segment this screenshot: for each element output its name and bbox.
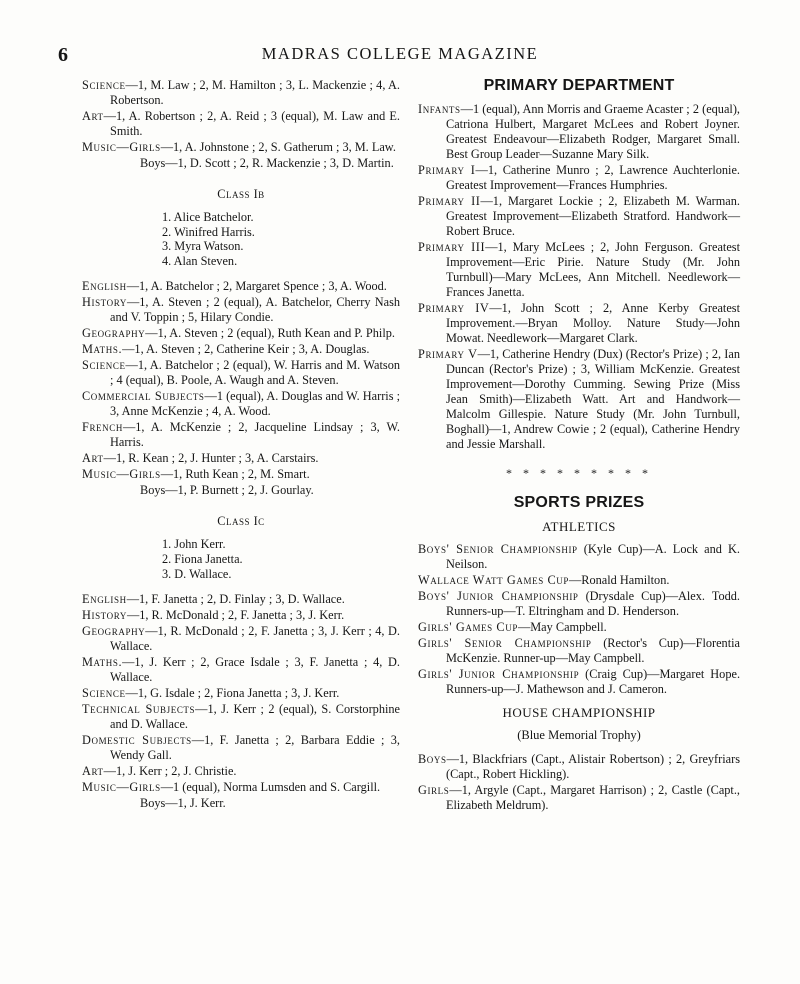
- entry-text: —1, Argyle (Capt., Margaret Harrison) ; 2, Castle (Capt., Elizabeth Meldrum).: [446, 783, 740, 812]
- house-trophy-name: (Blue Memorial Trophy): [517, 728, 641, 742]
- entry-label: History: [82, 608, 127, 623]
- entry-text: (Kyle Cup)—A. Lock and K. Neilson.: [446, 542, 740, 571]
- entry-text: —1, R. Kean ; 2, J. Hunter ; 3, A. Carstairs.: [103, 451, 319, 466]
- entry-text: Boys—1, D. Scott ; 2, R. Mackenzie ; 3, D. Martin.: [140, 156, 394, 170]
- prize-entry: [418, 347, 740, 452]
- prize-entry: [82, 608, 400, 623]
- class-heading: Class Ib: [217, 187, 265, 201]
- entry-text: —1, A. Johnstone ; 2, S. Gatherum ; 3, M. Law.: [160, 140, 396, 154]
- entry-text: —1 (equal), Norma Lumsden and S. Cargill.: [160, 780, 381, 795]
- roster-item: 1. Alice Batchelor.: [162, 210, 254, 224]
- prize-entry: [82, 686, 400, 701]
- entry-label: Science: [82, 358, 126, 373]
- entry-text: —1, Blackfriars (Capt., Alistair Robertson) ; 2, Greyfriars (Capt., Robert Hickling).: [446, 752, 740, 781]
- entry-label: French: [82, 420, 123, 435]
- entry-text: —1, R. McDonald ; 2, F. Janetta ; 3, J. Kerr ; 4, D. Wallace.: [110, 624, 400, 654]
- prize-entry: [418, 194, 740, 239]
- roster-item: 1. John Kerr.: [162, 537, 226, 552]
- prize-entry: [82, 109, 400, 139]
- entry-text: —1 (equal), Ann Morris and Graeme Acaster ; 2 (equal), Catriona Hulbert, Margaret McLees and Robert Joyner. Greatest Endeavour—Elizabeth Rodger, Margaret Small. Best Group Leader—Suzanne Mary Silk.: [446, 102, 740, 161]
- entry-label: Domestic Subjects: [82, 733, 192, 748]
- entry-label: Science: [82, 686, 126, 701]
- prize-entry: [82, 389, 400, 419]
- entry-text: —1, F. Janetta ; 2, D. Finlay ; 3, D. Wallace.: [126, 592, 345, 607]
- entry-label: Maths.: [82, 342, 123, 357]
- entry-label: Primary V: [418, 347, 478, 361]
- entry-text: —1, Catherine Hendry (Dux) (Rector's Prize) ; 2, Ian Duncan (Rector's Prize) ; 3, William McKenzie. Greatest Improvement—Dorothy Cumming. Sewing Prize (Miss Jean Smith)—Elizabeth Watt. Art and Handwork—Malcolm Gillespie. Nature Study (Mr. John Turnbull, Boghall)—1, Andrew Cowie ; 2 (equal), Catherine Hendry and Jessie Marshall.: [446, 347, 740, 451]
- entry-label: Primary II: [418, 194, 481, 208]
- entry-label: Girls' Games Cup: [418, 620, 518, 634]
- roster-item: 2. Fiona Janetta.: [162, 551, 243, 566]
- entry-text: Boys—1, P. Burnett ; 2, J. Gourlay.: [140, 483, 314, 498]
- entry-label: Infants: [418, 102, 461, 116]
- prize-entry: [418, 667, 740, 697]
- entry-text: —1, F. Janetta ; 2, Barbara Eddie ; 3, Wendy Gall.: [110, 733, 400, 763]
- prize-entry: [82, 358, 400, 388]
- entry-text: —1, J. Kerr ; 2, Grace Isdale ; 3, F. Janetta ; 4, D. Wallace.: [110, 655, 400, 685]
- prize-entry: [82, 326, 400, 341]
- entry-text: —1, J. Kerr ; 2, J. Christie.: [103, 764, 237, 779]
- prize-entry: [418, 783, 740, 813]
- prize-entry: [82, 733, 400, 763]
- prize-entry: [82, 78, 400, 108]
- running-head: MADRAS COLLEGE MAGAZINE: [261, 44, 539, 63]
- entry-text: —May Campbell.: [517, 620, 607, 634]
- entry-text: Boys—1, J. Kerr.: [140, 796, 226, 811]
- prize-entry: [418, 542, 740, 572]
- entry-label: Art: [82, 764, 104, 779]
- entry-label: Commercial Subjects: [82, 389, 205, 404]
- entry-text: —1, John Scott ; 2, Anne Kerby Greatest Improvement.—Bryan Molloy. Nature Study—John Mowat. Needlework—Margaret Clark.: [446, 301, 740, 345]
- entry-label: Primary III: [418, 240, 486, 254]
- entry-label: Maths.: [82, 655, 123, 670]
- entry-text: —1, J. Kerr ; 2 (equal), S. Corstorphine and D. Wallace.: [110, 702, 400, 732]
- entry-label: English: [82, 279, 127, 294]
- right-column: [418, 78, 740, 814]
- entry-label: Music—Girls: [82, 780, 161, 795]
- entry-label: Girls' Senior Championship: [418, 636, 592, 650]
- entry-label: History: [82, 295, 127, 310]
- entry-text: —Ronald Hamilton.: [569, 573, 670, 587]
- entry-text: —1, A. Steven ; 2, Catherine Keir ; 3, A. Douglas.: [122, 342, 370, 357]
- entry-text: —1, G. Isdale ; 2, Fiona Janetta ; 3, J. Kerr.: [125, 686, 340, 701]
- prize-entry: [82, 140, 400, 155]
- entry-label: Science: [82, 78, 126, 92]
- prize-entry: [82, 624, 400, 654]
- prize-entry: [82, 420, 400, 450]
- entry-label: Geography: [82, 326, 146, 341]
- entry-text: (Drysdale Cup)—Alex. Todd. Runners-up—T. Eltringham and D. Henderson.: [446, 589, 740, 618]
- roster-item: 4. Alan Steven.: [162, 253, 238, 268]
- page-number: 6: [58, 44, 68, 66]
- entry-label: Girls' Junior Championship: [418, 667, 580, 681]
- entry-label: Primary I: [418, 163, 476, 177]
- entry-label: Primary IV: [418, 301, 490, 315]
- entry-text: —1 (equal), A. Douglas and W. Harris ; 3, Anne McKenzie ; 4, A. Wood.: [110, 389, 400, 419]
- prize-entry: [82, 342, 400, 357]
- boys-entry: [82, 156, 400, 171]
- entry-text: —1, A. Batchelor ; 2 (equal), W. Harris and M. Watson ; 4 (equal), B. Poole, A. Waugh and A. Steven.: [110, 358, 400, 388]
- section-heading-sports: SPORTS PRIZES: [513, 494, 645, 511]
- prize-entry: [82, 467, 400, 482]
- entry-label: Boys' Junior Championship: [418, 589, 579, 603]
- boys-entry: [82, 483, 400, 498]
- prize-entry: [82, 451, 400, 466]
- prize-entry: [82, 780, 400, 795]
- prize-entry: [82, 655, 400, 685]
- prize-entry: [418, 620, 740, 635]
- boys-entry: [82, 796, 400, 811]
- asterisk-separator: * * * * * * * * *: [506, 466, 652, 480]
- prize-entry: [418, 240, 740, 300]
- prize-entry: [82, 764, 400, 779]
- section-heading-primary: PRIMARY DEPARTMENT: [483, 77, 675, 94]
- entry-label: Geography: [82, 624, 146, 639]
- prize-entry: [418, 301, 740, 346]
- entry-label: English: [82, 592, 127, 607]
- class-roster: [82, 537, 400, 581]
- entry-text: —1, Catherine Munro ; 2, Lawrence Auchterlonie. Greatest Improvement—Frances Humphries.: [446, 163, 740, 192]
- prize-entry: [82, 592, 400, 607]
- athletics-heading: ATHLETICS: [542, 519, 616, 534]
- prize-entry: [418, 752, 740, 782]
- entry-text: —1, Margaret Lockie ; 2, Elizabeth M. Warman. Greatest Improvement—Elizabeth Stratford. Handwork—Robert Bruce.: [446, 194, 740, 238]
- house-championship-heading: HOUSE CHAMPIONSHIP: [502, 705, 656, 720]
- prize-entry: [82, 295, 400, 325]
- prize-entry: [418, 589, 740, 619]
- entry-text: —1, A. Robertson ; 2, A. Reid ; 3 (equal), M. Law and E. Smith.: [103, 109, 400, 138]
- entry-text: (Rector's Cup)—Florentia McKenzie. Runner-up—May Campbell.: [446, 636, 740, 665]
- entry-text: —1, R. McDonald ; 2, F. Janetta ; 3, J. Kerr.: [126, 608, 345, 623]
- prize-entry: [418, 573, 740, 588]
- roster-item: 3. Myra Watson.: [162, 239, 244, 254]
- entry-label: Wallace Watt Games Cup: [418, 573, 569, 587]
- roster-item: 2. Winifred Harris.: [162, 224, 255, 239]
- entry-text: —1, A. Batchelor ; 2, Margaret Spence ; 3, A. Wood.: [126, 279, 387, 294]
- entry-text: —1, A. Steven ; 2 (equal), A. Batchelor, Cherry Nash and V. Toppin ; 5, Hilary Condie.: [110, 295, 400, 325]
- class-roster: [82, 210, 400, 268]
- left-column: [82, 78, 400, 812]
- entry-text: —1, M. Law ; 2, M. Hamilton ; 3, L. Mackenzie ; 4, A. Robertson.: [110, 78, 400, 107]
- entry-text: —1, Mary McLees ; 2, John Ferguson. Greatest Improvement—Eric Pirie. Nature Study (Mr. John Turnbull)—Mary McLees, Ann Mitchell. Needlework—Frances Janetta.: [446, 240, 740, 299]
- entry-label: Technical Subjects: [82, 702, 196, 717]
- entry-text: —1, Ruth Kean ; 2, M. Smart.: [160, 467, 310, 482]
- entry-label: Art: [82, 109, 104, 123]
- prize-entry: [82, 279, 400, 294]
- entry-text: —1, A. Steven ; 2 (equal), Ruth Kean and P. Philp.: [145, 326, 395, 341]
- prize-entry: [82, 702, 400, 732]
- entry-text: (Craig Cup)—Margaret Hope. Runners-up—J. Mathewson and J. Cameron.: [446, 667, 741, 696]
- entry-label: Art: [82, 451, 104, 466]
- entry-text: —1, A. McKenzie ; 2, Jacqueline Lindsay ; 3, W. Harris.: [110, 420, 400, 450]
- entry-label: Music—Girls: [82, 140, 161, 154]
- roster-item: 3. D. Wallace.: [162, 566, 232, 581]
- entry-label: Girls: [418, 783, 450, 797]
- prize-entry: [418, 102, 740, 162]
- entry-label: Music—Girls: [82, 467, 161, 482]
- prize-entry: [418, 636, 740, 666]
- prize-entry: [418, 163, 740, 193]
- entry-label: Boys: [418, 752, 447, 766]
- class-heading: Class Ic: [217, 514, 265, 529]
- entry-label: Boys' Senior Championship: [418, 542, 578, 556]
